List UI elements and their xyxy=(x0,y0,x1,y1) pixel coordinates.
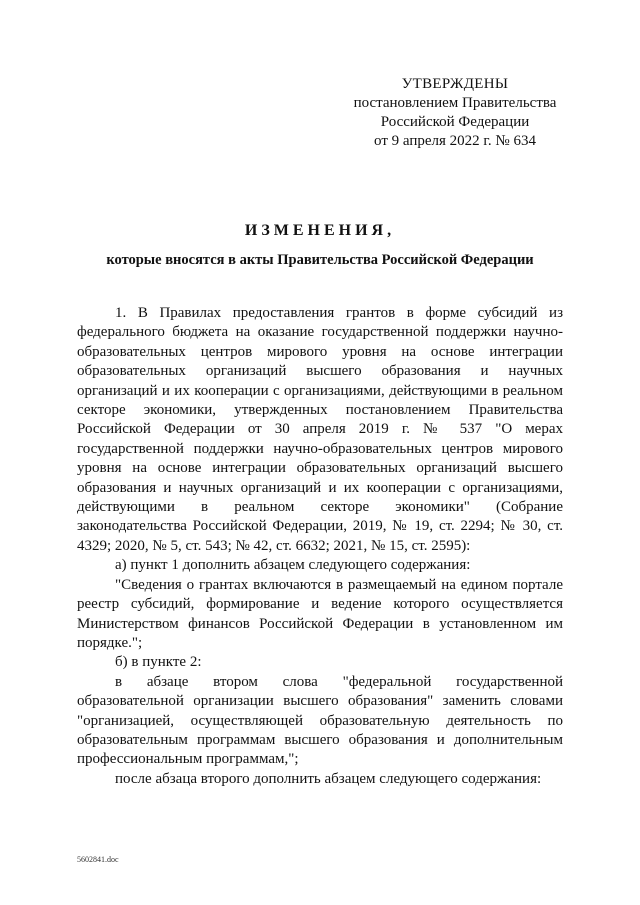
document-subtitle: которые вносятся в акты Правительства Российской Федерации xyxy=(106,252,534,268)
paragraph-1: 1. В Правилах предоставления грантов в форме субсидий из федерального бюджета на оказание государственной поддержки научно-образовательных центров мирового уровня на основе интеграции образовательных организаций высшего образования и научных организаций и их кооперации с организациями, действующими в реальном секторе экономики, утвержденных постановлением Правительства Российской Федерации от 30 апреля 2019 г. № 537 "О мерах государственной поддержки научно-образовательных центров мирового уровня на основе интеграции образовательных организаций высшего образования и научных организаций и их кооперации с организациями, действующими в реальном секторе экономики" (Собрание законодательства Российской Федерации, 2019, № 19, ст. 2294; № 30, ст. 4329; 2020, № 5, ст. 543; № 42, ст. 6632; 2021, № 15, ст. 2595): xyxy=(77,305,563,554)
paragraph-4: б) в пункте 2: xyxy=(115,654,202,671)
document-body xyxy=(77,304,563,789)
approval-heading: УТВЕРЖДЕНЫ xyxy=(401,76,509,92)
document-title: ИЗМЕНЕНИЯ, xyxy=(244,222,396,239)
paragraph-6: после абзаца второго дополнить абзацем следующего содержания: xyxy=(115,770,542,787)
paragraph-2: а) пункт 1 дополнить абзацем следующего содержания: xyxy=(115,557,471,574)
approval-line-1: постановлением Правительства xyxy=(353,95,557,111)
file-name-footer: 5602841.doc xyxy=(77,855,119,864)
approval-block xyxy=(340,75,570,151)
approval-line-2: Российской Федерации xyxy=(380,114,530,130)
paragraph-5: в абзаце втором слова "федеральной государственной образовательной организации высшего образования" заменить словами "организацией, осуществляющей образовательную деятельность по образовательным программам высшего образования и дополнительным профессиональным программам,"; xyxy=(77,673,563,768)
paragraph-3: "Сведения о грантах включаются в размещаемый на едином портале реестр субсидий, формирование и ведение которого осуществляется Министерством финансов Российской Федерации в установленном им порядке."; xyxy=(77,576,563,651)
approval-line-3: от 9 апреля 2022 г. № 634 xyxy=(374,133,536,149)
